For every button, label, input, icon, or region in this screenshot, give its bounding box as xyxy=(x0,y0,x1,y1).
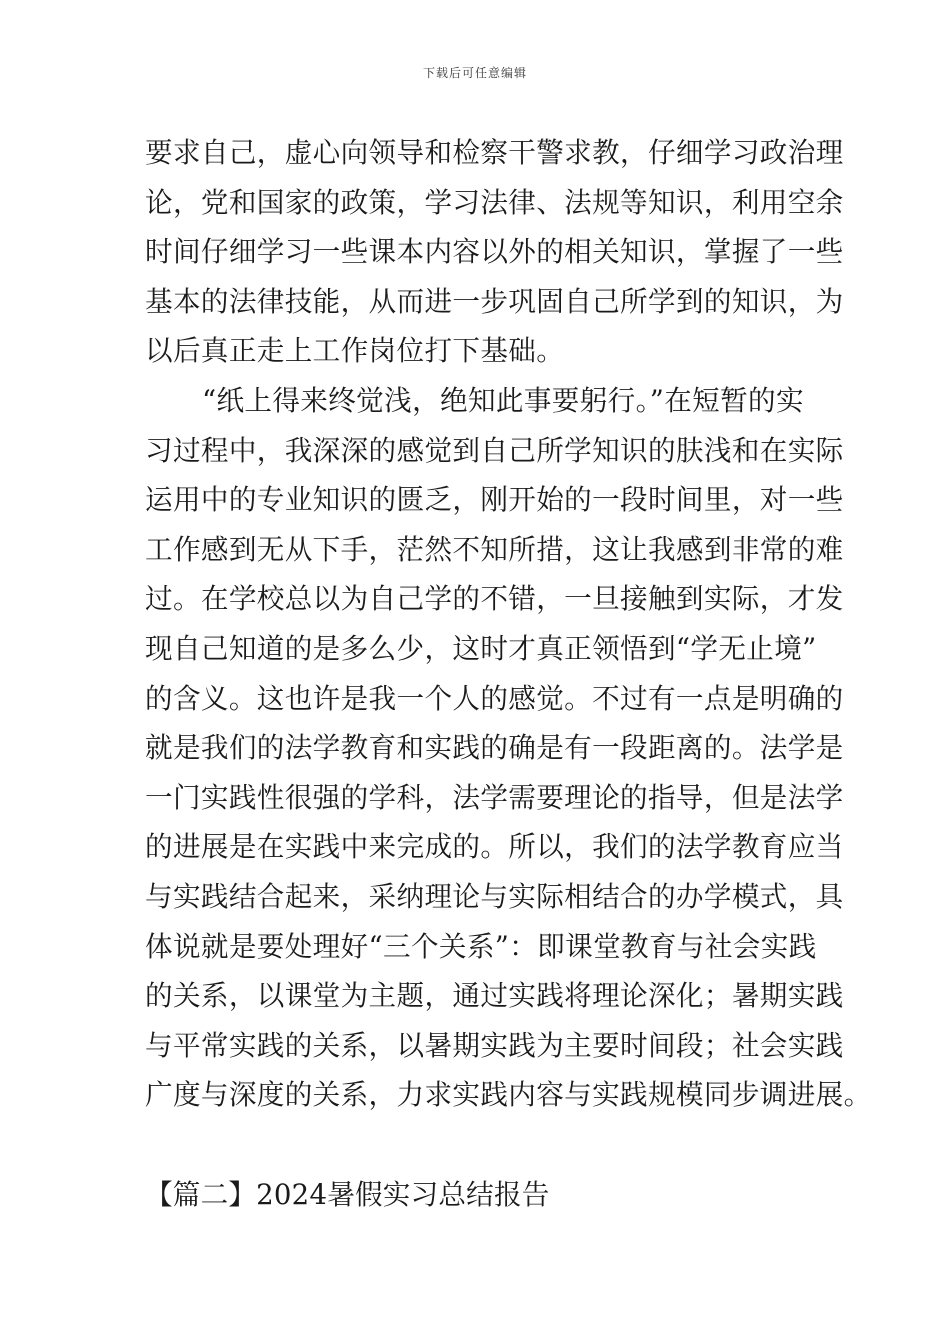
document-body xyxy=(145,128,872,1120)
text-line: 基本的法律技能，从而进一步巩固自己所学到的知识，为 xyxy=(145,284,844,318)
page-header: 下载后可任意编辑 xyxy=(422,66,527,80)
text-line: 要求自己，虚心向领导和检察干警求教，仔细学习政治理 xyxy=(145,136,844,169)
text-line: “纸上得来终觉浅，绝知此事要躬行。”在短暂的实 xyxy=(202,383,804,417)
section-heading: 【篇二】2024暑假实习总结报告 xyxy=(145,1178,550,1211)
text-line: 的关系，以课堂为主题，通过实践将理论深化；暑期实践 xyxy=(145,979,844,1013)
text-line: 习过程中，我深深的感觉到自己所学知识的肤浅和在实际 xyxy=(145,433,844,467)
text-line: 过。在学校总以为自己学的不错，一旦接触到实际，才发 xyxy=(145,582,844,616)
text-line: 与平常实践的关系，以暑期实践为主要时间段；社会实践 xyxy=(145,1028,844,1062)
text-line: 论，党和国家的政策，学习法律、法规等知识，利用空余 xyxy=(145,185,844,219)
text-line: 体说就是要处理好“三个关系”：即课堂教育与社会实践 xyxy=(145,929,817,963)
text-line: 广度与深度的关系，力求实践内容与实践规模同步调进展。 xyxy=(145,1078,872,1112)
text-line: 工作感到无从下手，茫然不知所措，这让我感到非常的难 xyxy=(145,532,844,566)
paragraph-2 xyxy=(145,376,872,1120)
text-line: 一门实践性很强的学科，法学需要理论的指导，但是法学 xyxy=(145,780,844,814)
paragraph-1 xyxy=(145,128,844,376)
text-line: 运用中的专业知识的匮乏，刚开始的一段时间里，对一些 xyxy=(145,483,844,517)
text-line: 与实践结合起来，采纳理论与实际相结合的办学模式，具 xyxy=(145,879,844,913)
text-line: 时间仔细学习一些课本内容以外的相关知识，掌握了一些 xyxy=(145,235,844,269)
text-line: 现自己知道的是多么少，这时才真正领悟到“学无止境” xyxy=(145,631,817,665)
text-line: 就是我们的法学教育和实践的确是有一段距离的。法学是 xyxy=(145,731,844,765)
text-line: 的进展是在实践中来完成的。所以，我们的法学教育应当 xyxy=(145,830,844,864)
text-line: 的含义。这也许是我一个人的感觉。不过有一点是明确的 xyxy=(145,681,844,715)
text-line: 以后真正走上工作岗位打下基础。 xyxy=(145,334,565,368)
